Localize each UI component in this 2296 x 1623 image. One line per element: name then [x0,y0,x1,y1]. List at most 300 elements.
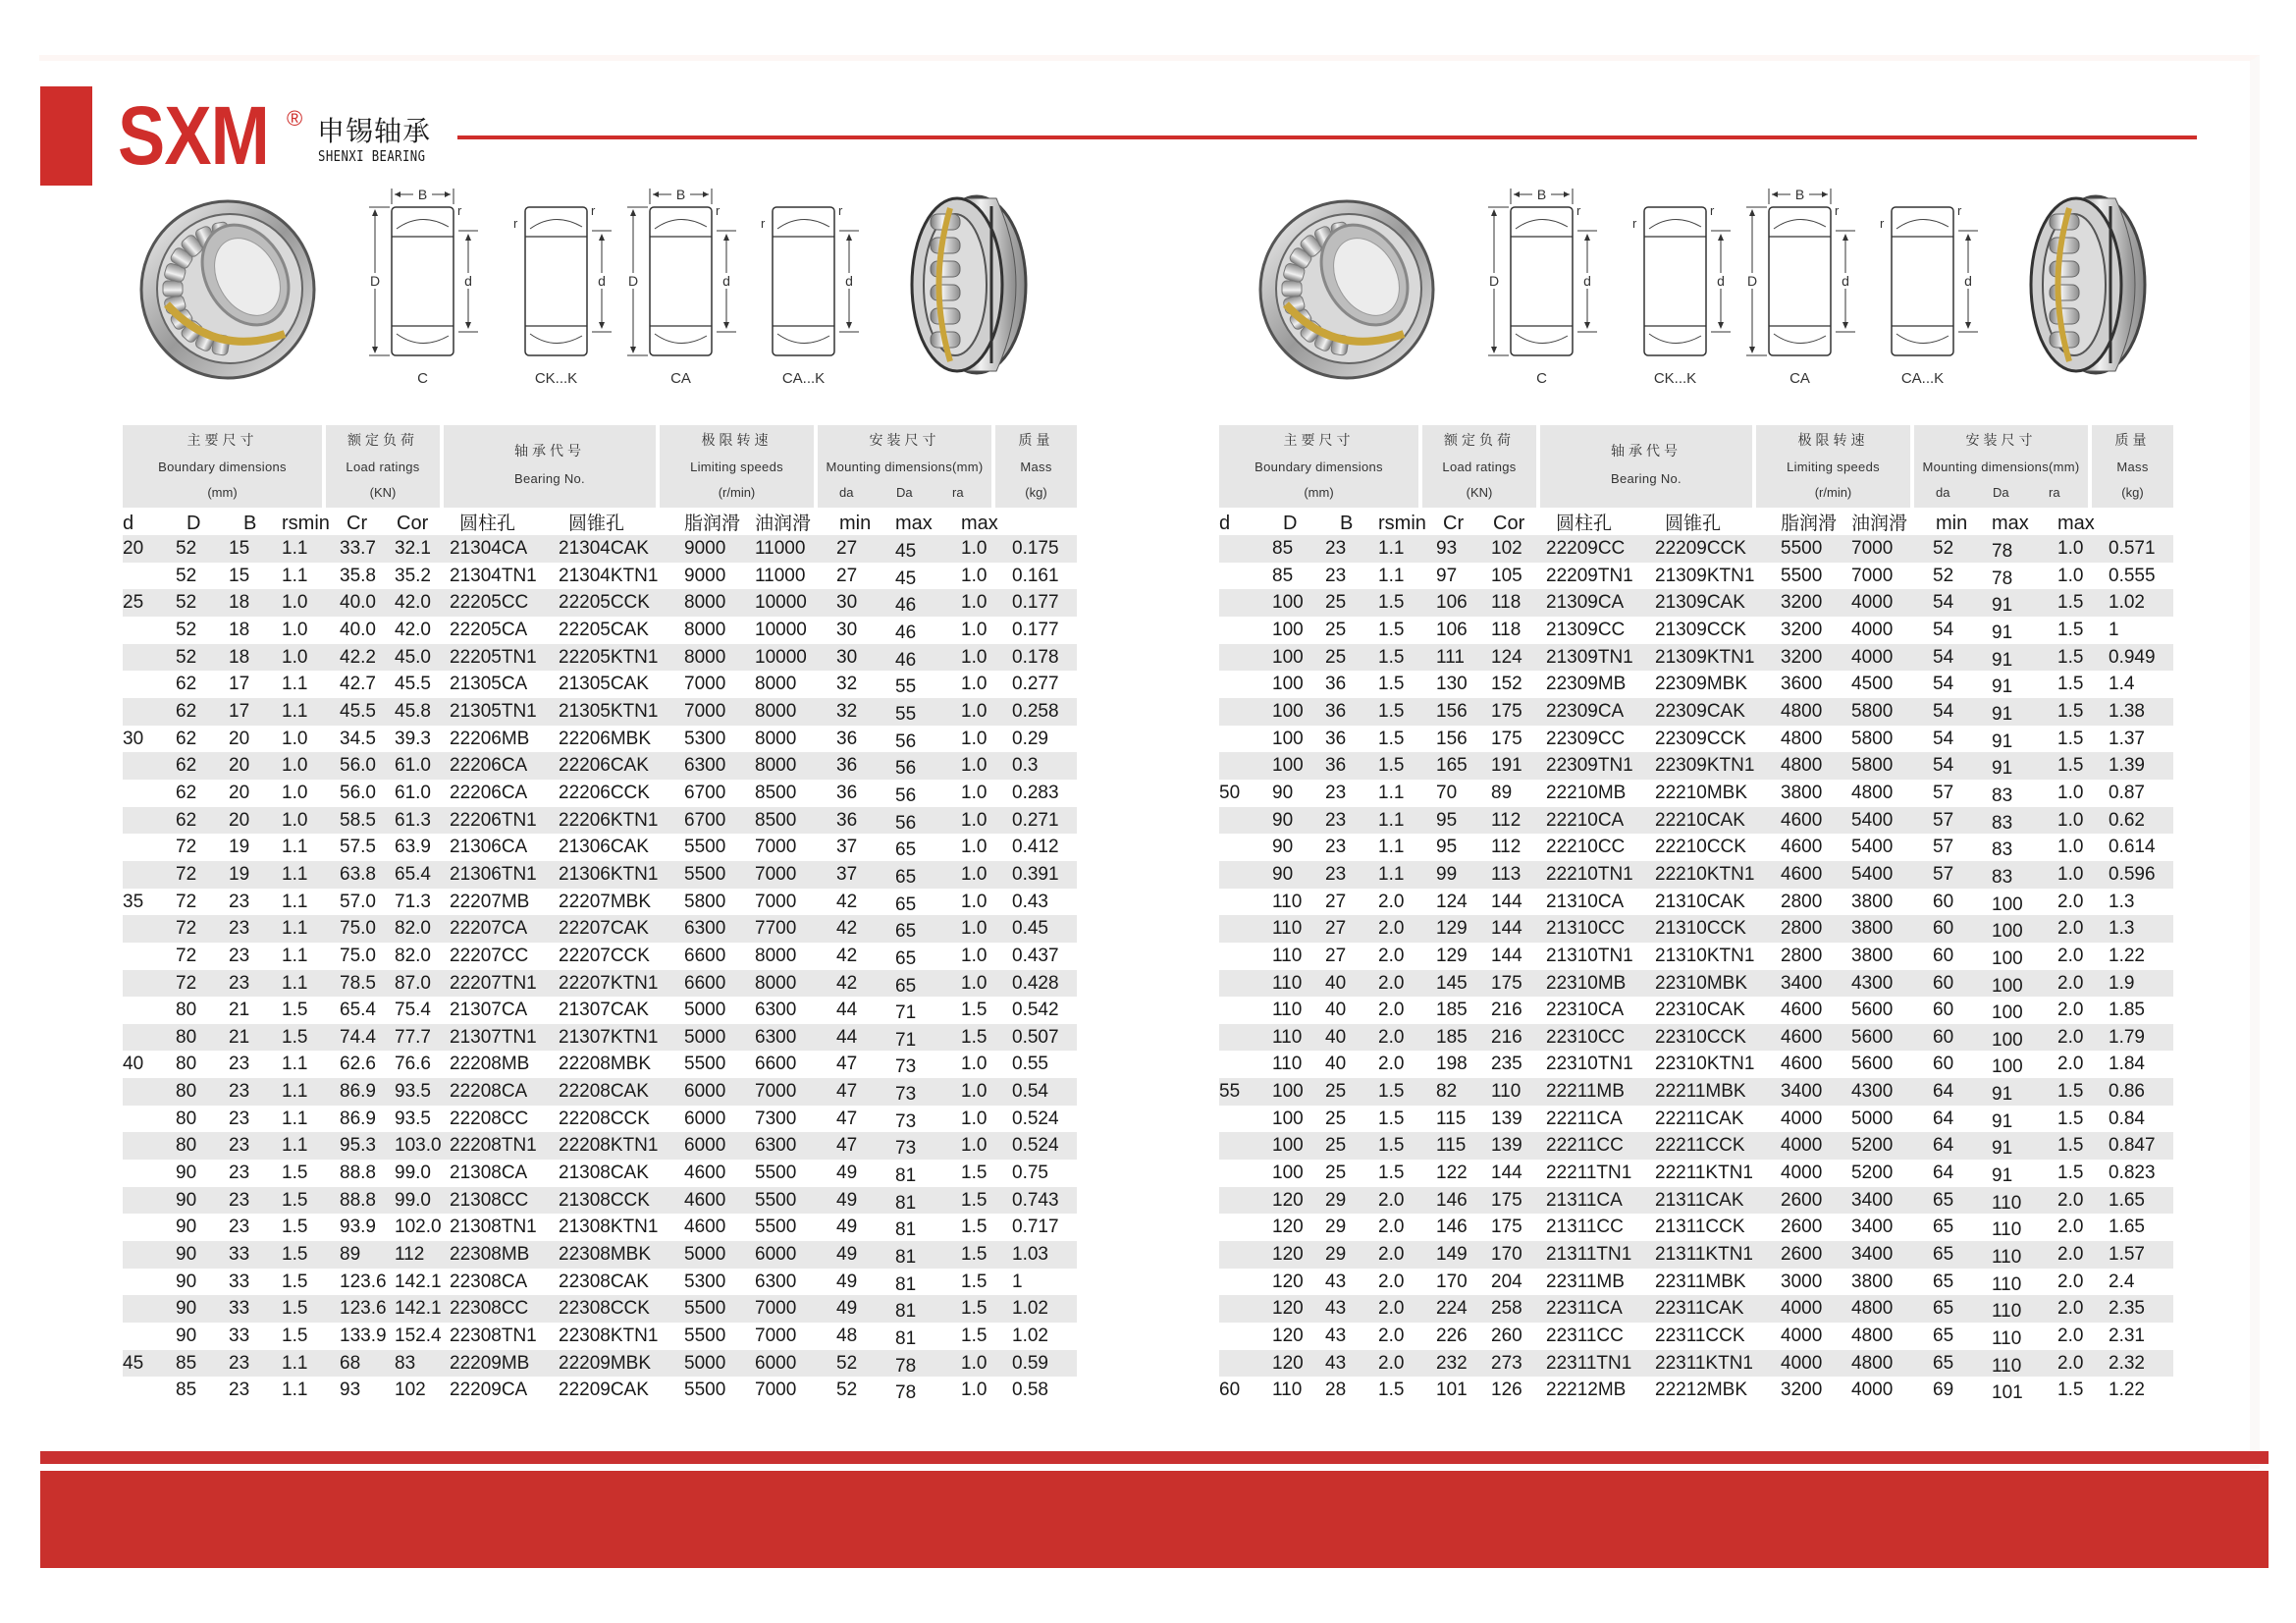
cell-mass: 0.177 [1012,619,1059,640]
cell-da-min: 64 [1933,1108,1954,1129]
cell-ra-max: 2.0 [2057,1325,2084,1347]
cell-B: 19 [229,863,250,885]
cell-Cr: 88.8 [340,1189,376,1211]
cell-cyl-bore: 22207TN1 [450,972,537,994]
cell-da-min: 65 [1933,1271,1954,1292]
cell-ra-max: 1.0 [961,700,988,722]
table-row [123,1160,1077,1187]
cell-oil-speed: 11000 [755,538,806,559]
cell-grease-speed: 3000 [1781,1271,1823,1292]
column-subheader [123,510,1077,537]
cell-rsmin: 1.1 [282,1135,308,1157]
cell-grease-speed: 5800 [684,891,726,912]
svg-text:D: D [627,273,639,289]
cell-Cr: 146 [1436,1189,1468,1211]
cell-B: 25 [1325,619,1347,640]
cell-Cr: 86.9 [340,1108,376,1129]
bearing-diagram-0 [369,187,478,387]
cell-mass: 0.524 [1012,1108,1059,1129]
cell-grease-speed: 6600 [684,945,726,966]
cell-da-min: 36 [836,809,858,831]
cell-mass: 0.45 [1012,918,1048,940]
cell-taper-bore: 21309CCK [1655,619,1746,640]
cell-Da-max: 46 [895,595,917,617]
cell-oil-speed: 7000 [1851,565,1894,586]
cell-grease-speed: 4000 [1781,1163,1823,1184]
cell-oil-speed: 6300 [755,1271,797,1292]
header-load-cn: 额定负荷 [1444,433,1515,449]
cell-da-min: 42 [836,972,858,994]
cell-oil-speed: 7000 [755,1325,797,1347]
table-row [123,1106,1077,1133]
cell-grease-speed: 4600 [1781,837,1823,858]
cell-D: 62 [176,700,197,722]
cell-da-min: 54 [1933,674,1954,695]
cell-d: 40 [123,1054,144,1075]
cell-rsmin: 1.5 [282,1000,308,1021]
cell-grease-speed: 4600 [1781,1054,1823,1075]
cell-rsmin: 1.1 [1378,538,1405,559]
cell-B: 23 [1325,538,1347,559]
diagram-label: CA...K [1900,370,1945,387]
cell-cyl-bore: 22308CA [450,1271,528,1292]
cell-cyl-bore: 22205CA [450,619,528,640]
cell-grease-speed: 5500 [684,1380,726,1401]
cell-rsmin: 1.5 [1378,728,1405,749]
table-row [1219,1078,2173,1106]
cell-D: 120 [1272,1244,1304,1266]
cell-B: 19 [229,837,250,858]
cell-Da-max: 46 [895,622,917,643]
cell-rsmin: 1.1 [282,1380,308,1401]
cell-cyl-bore: 21307CA [450,1000,528,1021]
diagram-label: CK...K [1653,370,1697,387]
cell-D: 72 [176,837,197,858]
cell-taper-bore: 22310CCK [1655,1026,1746,1048]
cell-D: 100 [1272,700,1304,722]
cell-rsmin: 1.0 [282,782,308,803]
cell-rsmin: 1.0 [282,592,308,614]
diagram-label: CA [1789,370,1810,387]
cell-cyl-bore: 22210MB [1546,782,1627,803]
diagram-label: CA...K [781,370,826,387]
cell-B: 33 [229,1298,250,1320]
cell-rsmin: 2.0 [1378,972,1405,994]
cell-da-min: 64 [1933,1135,1954,1157]
cell-mass: 0.178 [1012,646,1059,668]
header-mounting [1914,425,2088,508]
cell-taper-bore: 21309CAK [1655,592,1745,614]
cell-grease-speed: 2600 [1781,1217,1823,1238]
cell-B: 17 [229,700,250,722]
cell-B: 23 [229,1380,250,1401]
cell-oil-speed: 5000 [1851,1108,1894,1129]
cell-cyl-bore: 22311TN1 [1546,1352,1632,1374]
cell-ra-max: 1.0 [961,891,988,912]
cell-grease-speed: 6000 [684,1081,726,1103]
cell-Cr: 145 [1436,972,1468,994]
cell-Da-max: 73 [895,1110,917,1132]
cell-ra-max: 1.5 [2057,728,2084,749]
cell-taper-bore: 22207KTN1 [559,972,659,994]
cell-rsmin: 1.0 [282,728,308,749]
cell-D: 110 [1272,945,1303,966]
cell-mass: 1.02 [2109,592,2145,614]
table-row [123,617,1077,644]
table-row [1219,889,2173,916]
cell-D: 90 [1272,863,1294,885]
bearing-photo-front-icon [141,201,314,378]
cell-da-min: 49 [836,1163,858,1184]
cell-B: 40 [1325,1026,1347,1048]
column-header-Cr: Cr [347,513,368,534]
cell-mass: 0.58 [1012,1380,1048,1401]
cell-Cor: 83 [395,1352,416,1374]
cell-D: 100 [1272,755,1304,777]
cell-taper-bore: 22207CCK [559,945,650,966]
cell-Cr: 129 [1436,918,1468,940]
cell-D: 100 [1272,728,1304,749]
cell-taper-bore: 22208MBK [559,1054,652,1075]
cell-grease-speed: 7000 [684,674,726,695]
cell-Cr: 185 [1436,1000,1468,1021]
cell-Da-max: 81 [895,1273,917,1295]
cell-oil-speed: 3400 [1851,1217,1894,1238]
cell-taper-bore: 21311CAK [1655,1189,1744,1211]
cell-grease-speed: 5000 [684,1000,726,1021]
cell-mass: 0.86 [2109,1081,2145,1103]
header-bearing [1540,425,1752,508]
header-mounting [818,425,991,508]
cell-Da-max: 65 [895,947,917,969]
cell-da-min: 30 [836,592,858,614]
cell-B: 15 [229,565,250,586]
cell-ra-max: 2.0 [2057,1352,2084,1374]
column-header-Da-max: max [895,513,933,534]
cell-ra-max: 1.0 [961,1380,988,1401]
header-mounting-en: Mounting dimensions(mm) [826,460,984,474]
cell-taper-bore: 21306CAK [559,837,649,858]
cell-B: 23 [229,972,250,994]
brand-red-block [40,86,92,186]
cell-Cr: 35.8 [340,565,376,586]
cell-mass: 0.59 [1012,1352,1048,1374]
column-header-Cr: Cr [1443,513,1465,534]
header-boundary-en: Boundary dimensions [158,460,287,474]
cell-rsmin: 1.5 [1378,1135,1405,1157]
cell-grease-speed: 6700 [684,782,726,803]
cell-oil-speed: 6000 [755,1244,797,1266]
cell-B: 33 [229,1271,250,1292]
cell-cyl-bore: 22206CA [450,782,528,803]
cell-da-min: 47 [836,1081,858,1103]
cell-Cor: 144 [1491,945,1522,966]
cell-Cor: 61.0 [395,755,431,777]
cell-Cor: 77.7 [395,1026,431,1048]
cell-oil-speed: 4000 [1851,592,1894,614]
cell-Da-max: 65 [895,975,917,997]
table-row [123,1214,1077,1241]
cell-ra-max: 1.0 [961,674,988,695]
cell-Cr: 65.4 [340,1000,376,1021]
svg-text:r: r [1576,203,1581,218]
cell-cyl-bore: 21306TN1 [450,863,537,885]
cell-D: 110 [1272,891,1303,912]
cell-Cr: 34.5 [340,728,376,749]
bearing-diagram-2 [1746,187,1855,387]
cell-da-min: 42 [836,891,858,912]
cell-D: 120 [1272,1271,1304,1292]
cell-grease-speed: 8000 [684,619,726,640]
cell-Cor: 102 [395,1380,426,1401]
cell-mass: 1.65 [2109,1217,2145,1238]
cell-d: 45 [123,1352,144,1374]
cell-mass: 0.571 [2109,538,2156,559]
cell-rsmin: 1.1 [282,565,308,586]
cell-rsmin: 1.1 [282,972,308,994]
cell-Da-max: 91 [1992,1165,2013,1187]
cell-Da-max: 100 [1992,947,2023,969]
cell-cyl-bore: 22310MB [1546,972,1627,994]
diagram-label: CK...K [534,370,578,387]
cell-Cor: 42.0 [395,592,431,614]
cell-B: 23 [229,1217,250,1238]
cell-rsmin: 1.1 [282,945,308,966]
cell-oil-speed: 5600 [1851,1000,1894,1021]
cell-Cor: 93.5 [395,1108,431,1129]
svg-text:r: r [1835,203,1840,218]
column-header-d: d [123,513,134,534]
header-bearing-cn: 轴承代号 [514,444,585,460]
cell-rsmin: 1.1 [282,674,308,695]
cell-grease-speed: 4600 [1781,1026,1823,1048]
cell-mass: 2.32 [2109,1352,2145,1374]
cell-Cr: 63.8 [340,863,376,885]
cell-D: 100 [1272,592,1304,614]
cell-da-min: 64 [1933,1081,1954,1103]
cell-Da-max: 56 [895,730,917,752]
cell-grease-speed: 4000 [1781,1352,1823,1374]
cell-cyl-bore: 21311CA [1546,1189,1623,1211]
cell-taper-bore: 22309CAK [1655,700,1745,722]
cell-taper-bore: 21309KTN1 [1655,565,1755,586]
cell-Cor: 82.0 [395,945,431,966]
cell-mass: 0.161 [1012,565,1059,586]
header-bearing-cn: 轴承代号 [1611,444,1682,460]
cell-Cor: 258 [1491,1298,1522,1320]
cell-Cor: 89 [1491,782,1513,803]
cell-cyl-bore: 21310CC [1546,918,1626,940]
cell-B: 25 [1325,1163,1347,1184]
cell-B: 23 [229,945,250,966]
cell-Cor: 82.0 [395,918,431,940]
cell-rsmin: 2.0 [1378,918,1405,940]
cell-Cr: 70 [1436,782,1458,803]
cell-Cr: 149 [1436,1244,1468,1266]
cell-cyl-bore: 22206TN1 [450,809,537,831]
cell-Da-max: 83 [1992,839,2013,861]
cell-Cor: 61.0 [395,782,431,803]
cell-B: 40 [1325,972,1347,994]
cell-taper-bore: 22310CAK [1655,1000,1745,1021]
cell-rsmin: 2.0 [1378,1026,1405,1048]
cell-grease-speed: 5500 [684,1298,726,1320]
cell-B: 29 [1325,1244,1347,1266]
cell-ra-max: 1.0 [961,945,988,966]
cell-Da-max: 81 [895,1219,917,1241]
cell-Cr: 156 [1436,700,1468,722]
cell-cyl-bore: 22206CA [450,755,528,777]
cell-grease-speed: 2800 [1781,918,1823,940]
brand-logo: SXM [118,89,269,182]
cell-Cr: 198 [1436,1054,1468,1075]
cell-B: 18 [229,619,250,640]
cell-Cor: 75.4 [395,1000,431,1021]
cell-Da-max: 100 [1992,1002,2023,1024]
cell-D: 100 [1272,674,1304,695]
cell-grease-speed: 6000 [684,1108,726,1129]
cell-rsmin: 1.0 [282,755,308,777]
cell-D: 72 [176,918,197,940]
table-row [1219,726,2173,753]
cell-Cr: 57.5 [340,837,376,858]
cell-da-min: 49 [836,1217,858,1238]
cell-cyl-bore: 22208TN1 [450,1135,537,1157]
cell-rsmin: 1.5 [1378,592,1405,614]
cell-Da-max: 101 [1992,1382,2023,1404]
cell-taper-bore: 22206KTN1 [559,809,659,831]
cell-grease-speed: 3200 [1781,619,1823,640]
cell-taper-bore: 22207MBK [559,891,652,912]
cell-Da-max: 71 [895,1002,917,1024]
header-boundary-unit: (mm) [1304,485,1334,500]
cell-da-min: 52 [1933,538,1954,559]
header-boundary [1219,425,1418,508]
cell-cyl-bore: 21305TN1 [450,700,537,722]
cell-Cr: 122 [1436,1163,1468,1184]
cell-oil-speed: 6300 [755,1135,797,1157]
table-row [123,535,1077,563]
cell-ra-max: 1.5 [2057,1081,2084,1103]
cell-Da-max: 65 [895,893,917,915]
cell-D: 110 [1272,1000,1303,1021]
table-row [1219,1350,2173,1378]
cell-da-min: 60 [1933,891,1954,912]
cell-D: 90 [176,1271,197,1292]
cell-B: 43 [1325,1271,1347,1292]
cell-taper-bore: 21304KTN1 [559,565,659,586]
cell-taper-bore: 22308KTN1 [559,1325,659,1347]
cell-oil-speed: 5600 [1851,1054,1894,1075]
cell-B: 15 [229,538,250,559]
cell-Cr: 97 [1436,565,1458,586]
cell-ra-max: 1.5 [2057,1380,2084,1401]
cell-oil-speed: 7300 [755,1108,797,1129]
cell-Cor: 105 [1491,565,1522,586]
cell-cyl-bore: 22309MB [1546,674,1627,695]
column-header-d: d [1219,513,1231,534]
cell-cyl-bore: 22206MB [450,728,530,749]
cell-D: 72 [176,972,197,994]
bearing-diagram-2 [627,187,736,387]
cell-cyl-bore: 22208CC [450,1108,529,1129]
cell-da-min: 60 [1933,945,1954,966]
cell-Cr: 111 [1436,646,1465,668]
cell-Cr: 62.6 [340,1054,376,1075]
table-row [1219,563,2173,590]
cell-da-min: 49 [836,1189,858,1211]
cell-rsmin: 2.0 [1378,1000,1405,1021]
cell-grease-speed: 3200 [1781,592,1823,614]
cell-cyl-bore: 22212MB [1546,1380,1627,1401]
cell-Cr: 56.0 [340,755,376,777]
cell-da-min: 65 [1933,1352,1954,1374]
cell-taper-bore: 22209MBK [559,1352,652,1374]
header-mounting-sub: Da [896,485,913,500]
header-load-en: Load ratings [346,460,420,474]
cell-grease-speed: 6300 [684,755,726,777]
cell-oil-speed: 5800 [1851,755,1894,777]
cell-taper-bore: 21308CCK [559,1189,650,1211]
table-row [1219,1051,2173,1078]
cell-grease-speed: 8000 [684,646,726,668]
cell-D: 52 [176,538,197,559]
cell-taper-bore: 21305CAK [559,674,649,695]
bearing-photo-side-icon [2031,196,2145,373]
table-row [1219,698,2173,726]
cell-da-min: 60 [1933,1026,1954,1048]
cell-oil-speed: 4500 [1851,674,1894,695]
cell-mass: 0.43 [1012,891,1048,912]
cell-da-min: 32 [836,700,858,722]
cell-D: 100 [1272,1163,1304,1184]
header-mass [2092,425,2173,508]
cell-Cr: 95.3 [340,1135,376,1157]
cell-taper-bore: 22310MBK [1655,972,1748,994]
table-row [1219,943,2173,970]
cell-grease-speed: 3600 [1781,674,1823,695]
cell-Da-max: 73 [895,1138,917,1160]
cell-grease-speed: 5500 [1781,538,1823,559]
brand-name-en: SHENXI BEARING [318,147,426,165]
table-row [123,1078,1077,1106]
cell-da-min: 54 [1933,619,1954,640]
cell-Da-max: 91 [1992,703,2013,725]
cell-cyl-bore: 22207CC [450,945,529,966]
cell-oil-speed: 4800 [1851,1352,1894,1374]
cell-mass: 0.428 [1012,972,1059,994]
svg-text:d: d [722,273,730,289]
cell-oil-speed: 7000 [755,1380,797,1401]
cell-rsmin: 1.1 [282,1054,308,1075]
cell-mass: 1.4 [2109,674,2135,695]
cell-da-min: 60 [1933,1000,1954,1021]
bearing-diagram-3 [1880,203,1978,387]
cell-Cor: 175 [1491,1189,1522,1211]
cell-Cr: 93 [340,1380,361,1401]
cell-D: 110 [1272,972,1303,994]
cell-ra-max: 1.0 [961,809,988,831]
cell-mass: 2.31 [2109,1325,2145,1347]
cell-Da-max: 100 [1992,1056,2023,1078]
cell-da-min: 54 [1933,700,1954,722]
table-row [123,915,1077,943]
cell-D: 110 [1272,1380,1303,1401]
column-header-ra-max: max [2057,513,2095,534]
cell-rsmin: 1.5 [1378,619,1405,640]
cell-taper-bore: 21311KTN1 [1655,1244,1753,1266]
cell-Da-max: 65 [895,921,917,943]
